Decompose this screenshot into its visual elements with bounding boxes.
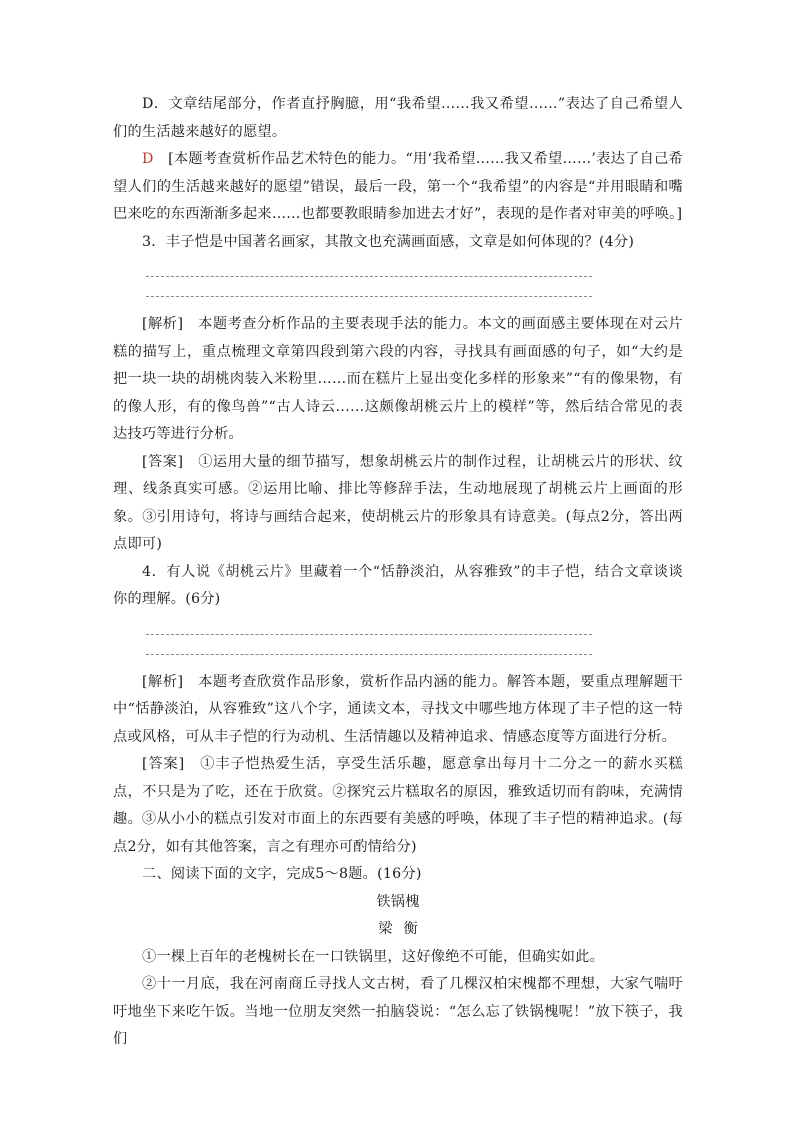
q3-analysis: [解析] 本题考查分析作品的主要表现手法的能力。本文的画面感主要体现在对云片糕的描写上，重点梳理文章第四段到第六段的内容，寻找具有画面感的句子，如“大约是把一块一块的胡桃肉装入米粉里……而在糕片上显出变化多样的形象来”“有的像果物，有的像人形，有的像鸟兽”“古人诗云……这颇像胡桃云片上的模样”等，然后结合常见的表达技巧等进行分析。: [113, 316, 683, 442]
q2-answer-explain: [本题考查赏析作品艺术特色的能力。“用‘我希望……我又希望……’表达了自己希望人们的生活越来越好的愿望”错误，最后一段，第一个“我希望”的内容是“并用眼睛和嘴巴来吃的东西渐渐多起来……也都要教眼睛参加进去才好”，表现的是作者对审美的呼唤。]: [113, 151, 683, 222]
q3-question: 3．丰子恺是中国著名画家，其散文也充满画面感，文章是如何体现的？(4分): [142, 233, 635, 250]
q4-answer: [答案] ①丰子恺热爱生活，享受生活乐趣，愿意拿出每月十二分之一的薪水买糕点，不只是为了吃，还在于欣赏。②探究云片糕取名的原因，雅致适切而有韵味，充满情趣。③从小小的糕点引发对市面上的东西要有美感的呼唤，体现了丰子恺的精神追求。(每点2分，如有其他答案，言之有理亦可酌情给分): [113, 756, 683, 855]
q4-analysis: [解析] 本题考查欣赏作品形象，赏析作品内涵的能力。解答本题，要重点理解题干中“恬静淡泊，从容雅致”这八个字，通读文本，寻找文中哪些地方体现了丰子恺的这一特点或风格，可从丰子恺的行为动机、生活情趣以及精神追求、情感态度等方面进行分析。: [113, 673, 683, 745]
document-page: [113, 91, 683, 1054]
author-name: 梁衡: [378, 921, 429, 937]
q3-answer: [答案] ①运用大量的细节描写，想象胡桃云片的制作过程，让胡桃云片的形状、纹理、线条真实可感。②运用比喻、排比等修辞手法，生动地展现了胡桃云片上画面的形象。③引用诗句，将诗与画结合起来，使胡桃云片的形象具有诗意美。(每点2分，答出两点即可): [113, 453, 683, 552]
q2-answer: [113, 146, 683, 229]
article-author: [113, 916, 683, 944]
q2-answer-letter: D: [142, 151, 154, 167]
section-heading: 二、阅读下面的文字，完成5～8题。(16分): [142, 866, 422, 882]
article-paragraph-2: ②十一月底，我在河南商丘寻找人文古树，看了几棵汉柏宋槐都不理想，大家气喘吁吁地坐下来吃午饭。当地一位朋友突然一拍脑袋说：“怎么忘了铁锅槐呢！”放下筷子，我们: [113, 976, 683, 1047]
article-paragraph-1: ①一棵上百年的老槐树长在一口铁锅里，这好像绝不可能，但确实如此。: [142, 948, 605, 965]
q4-question: 4．有人说《胡桃云片》里藏着一个“恬静淡泊，从容雅致”的丰子恺，结合文章谈谈你的理解。(6分): [113, 563, 683, 607]
article-title: 铁锅槐: [376, 893, 420, 910]
q2-option-d: D．文章结尾部分，作者直抒胸臆，用“我希望……我又希望……”表达了自己希望人们的生活越来越好的愿望。: [113, 96, 683, 140]
